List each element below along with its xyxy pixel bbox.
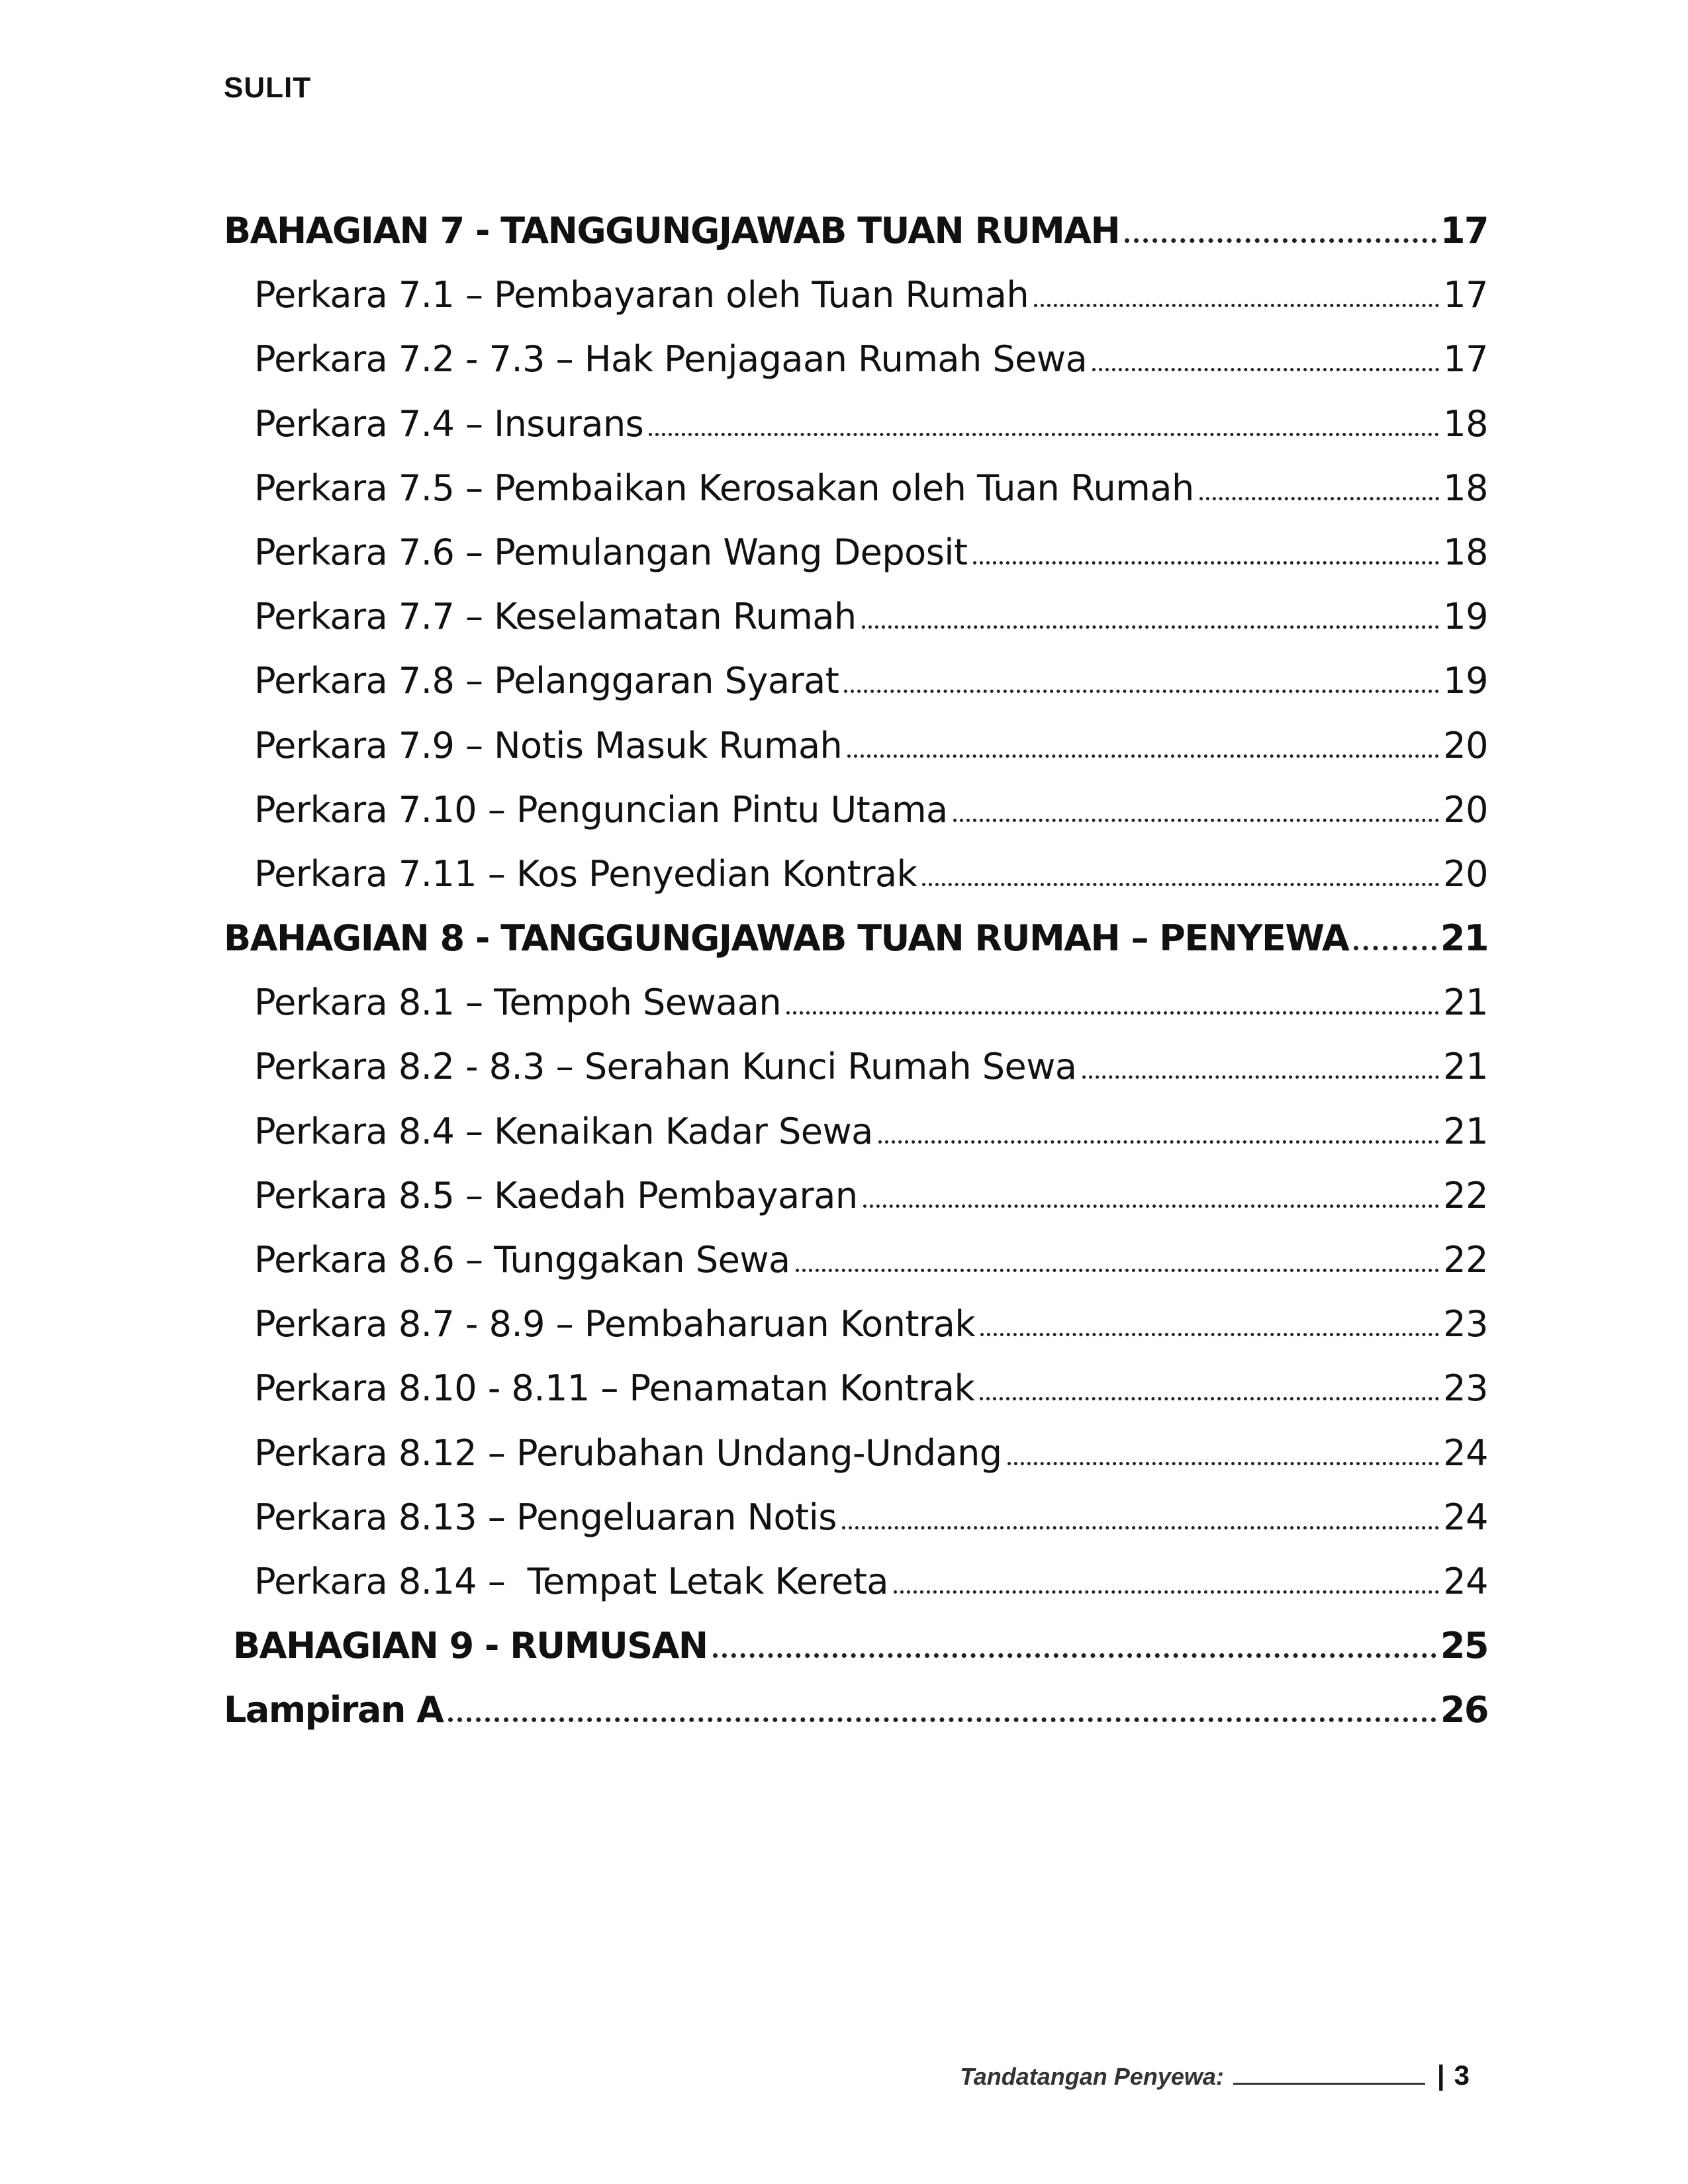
toc-entry-page: 20: [1443, 724, 1488, 766]
toc-dot-leader: [796, 1268, 1440, 1272]
toc-item-7-6[interactable]: [224, 520, 1488, 584]
toc-item-8-14[interactable]: [224, 1549, 1488, 1614]
toc-entry-title: Perkara 8.4 – Kenaikan Kadar Sewa: [254, 1110, 873, 1152]
toc-entry-title: Perkara 8.5 – Kaedah Pembayaran: [254, 1174, 858, 1216]
toc-item-8-4[interactable]: [224, 1099, 1488, 1163]
toc-entry-page: 19: [1443, 660, 1488, 702]
toc-dot-leader: [1199, 496, 1440, 500]
toc-dot-leader: [847, 754, 1439, 758]
toc-item-8-12[interactable]: [224, 1421, 1488, 1485]
signature-label: Tandatangan Penyewa:: [960, 2063, 1224, 2090]
toc-entry-title: Perkara 8.6 – Tunggakan Sewa: [254, 1239, 790, 1281]
toc-entry-page: 20: [1443, 852, 1488, 895]
toc-dot-leader: [878, 1140, 1440, 1144]
toc-dot-leader: [980, 1332, 1439, 1336]
toc-entry-page: 26: [1440, 1689, 1488, 1731]
toc-item-7-5[interactable]: [224, 456, 1488, 520]
toc-dot-leader: [1034, 303, 1439, 307]
toc-dot-leader: [1092, 367, 1439, 371]
toc-entry-page: 17: [1443, 338, 1488, 381]
toc-item-7-1[interactable]: [224, 263, 1488, 327]
toc-entry-page: 21: [1443, 981, 1488, 1024]
toc-entry-title: BAHAGIAN 9 - RUMUSAN: [233, 1625, 708, 1667]
toc-dot-leader: [844, 689, 1439, 693]
toc-entry-page: 18: [1443, 531, 1488, 573]
toc-item-8-7[interactable]: [224, 1292, 1488, 1356]
toc-entry-title: Perkara 7.8 – Pelanggaran Syarat: [254, 660, 839, 702]
toc-entry-page: 25: [1440, 1625, 1488, 1667]
toc-entry-title: Lampiran A: [224, 1689, 444, 1731]
page-footer: [960, 2060, 1470, 2091]
toc-item-8-10[interactable]: [224, 1356, 1488, 1420]
page-number-separator: |: [1436, 2060, 1445, 2091]
toc-item-7-9[interactable]: [224, 713, 1488, 778]
toc-entry-page: 18: [1443, 467, 1488, 509]
toc-section-lampiran-a[interactable]: [224, 1678, 1488, 1742]
toc-item-7-7[interactable]: [224, 584, 1488, 649]
toc-item-8-2[interactable]: [224, 1034, 1488, 1099]
toc-dot-leader: [953, 818, 1440, 822]
toc-dot-leader: [649, 432, 1439, 436]
toc-entry-title: Perkara 7.9 – Notis Masuk Rumah: [254, 724, 843, 766]
toc-entry-page: 24: [1443, 1432, 1488, 1474]
toc-item-7-4[interactable]: [224, 392, 1488, 456]
toc-entry-page: 18: [1443, 402, 1488, 445]
toc-dot-leader: [786, 1011, 1439, 1015]
toc-dot-leader: [1354, 945, 1436, 950]
toc-entry-title: Perkara 7.4 – Insurans: [254, 402, 644, 445]
toc-entry-title: Perkara 7.11 – Kos Penyedian Kontrak: [254, 852, 917, 895]
toc-item-7-8[interactable]: [224, 649, 1488, 713]
toc-entry-title: Perkara 8.10 - 8.11 – Penamatan Kontrak: [254, 1367, 975, 1410]
toc-entry-page: 22: [1443, 1239, 1488, 1281]
toc-entry-page: 24: [1443, 1560, 1488, 1602]
toc-entry-title: Perkara 7.6 – Pemulangan Wang Deposit: [254, 531, 968, 573]
toc-entry-page: 17: [1440, 210, 1488, 251]
toc-entry-title: BAHAGIAN 8 - TANGGUNGJAWAB TUAN RUMAH – PENYEWA: [224, 917, 1349, 960]
toc-section-bahagian-7[interactable]: [224, 199, 1488, 263]
classification-label: SULIT: [224, 71, 312, 104]
toc-dot-leader: [1082, 1075, 1440, 1079]
toc-entry-page: 24: [1443, 1496, 1488, 1538]
toc-dot-leader: [713, 1653, 1436, 1658]
toc-entry-title: Perkara 8.12 – Perubahan Undang-Undang: [254, 1432, 1002, 1474]
toc-entry-title: Perkara 7.7 – Keselamatan Rumah: [254, 596, 857, 638]
toc-entry-title: BAHAGIAN 7 - TANGGUNGJAWAB TUAN RUMAH: [224, 210, 1120, 251]
toc-dot-leader: [1008, 1461, 1440, 1465]
toc-item-8-13[interactable]: [224, 1485, 1488, 1549]
toc-dot-leader: [842, 1525, 1439, 1529]
toc-entry-title: Perkara 7.5 – Pembaikan Kerosakan oleh Tuan Rumah: [254, 467, 1194, 509]
toc-entry-page: 21: [1440, 917, 1488, 960]
toc-entry-title: Perkara 7.10 – Penguncian Pintu Utama: [254, 788, 948, 831]
toc-entry-title: Perkara 7.1 – Pembayaran oleh Tuan Rumah: [254, 274, 1029, 316]
toc-entry-title: Perkara 8.14 – Tempat Letak Kereta: [254, 1560, 889, 1602]
toc-entry-title: Perkara 8.2 - 8.3 – Serahan Kunci Rumah Sewa: [254, 1046, 1077, 1088]
toc-entry-page: 22: [1443, 1174, 1488, 1216]
toc-dot-leader: [1125, 238, 1436, 243]
toc-entry-page: 23: [1443, 1303, 1488, 1345]
toc-item-7-2[interactable]: [224, 327, 1488, 391]
toc-entry-page: 23: [1443, 1367, 1488, 1410]
toc-entry-page: 20: [1443, 788, 1488, 831]
page-number: 3: [1454, 2060, 1470, 2091]
signature-line: [1233, 2082, 1425, 2085]
toc-entry-page: 19: [1443, 596, 1488, 638]
toc-section-bahagian-8[interactable]: [224, 906, 1488, 970]
toc-dot-leader: [980, 1396, 1439, 1400]
table-of-contents: [224, 199, 1488, 1743]
toc-entry-page: 17: [1443, 274, 1488, 316]
toc-item-8-5[interactable]: [224, 1163, 1488, 1228]
toc-dot-leader: [448, 1717, 1436, 1722]
toc-entry-page: 21: [1443, 1110, 1488, 1152]
toc-entry-title: Perkara 8.7 - 8.9 – Pembaharuan Kontrak: [254, 1303, 976, 1345]
toc-item-7-11[interactable]: [224, 842, 1488, 906]
toc-dot-leader: [973, 561, 1440, 565]
toc-entry-page: 21: [1443, 1046, 1488, 1088]
toc-dot-leader: [894, 1590, 1439, 1594]
toc-dot-leader: [922, 882, 1439, 886]
toc-item-8-6[interactable]: [224, 1228, 1488, 1292]
toc-entry-title: Perkara 8.13 – Pengeluaran Notis: [254, 1496, 837, 1538]
toc-entry-title: Perkara 8.1 – Tempoh Sewaan: [254, 981, 782, 1024]
toc-section-bahagian-9[interactable]: [224, 1614, 1488, 1678]
toc-entry-title: Perkara 7.2 - 7.3 – Hak Penjagaan Rumah Sewa: [254, 338, 1088, 381]
toc-item-8-1[interactable]: [224, 970, 1488, 1034]
toc-dot-leader: [863, 1204, 1440, 1208]
toc-item-7-10[interactable]: [224, 778, 1488, 842]
toc-dot-leader: [862, 625, 1440, 629]
